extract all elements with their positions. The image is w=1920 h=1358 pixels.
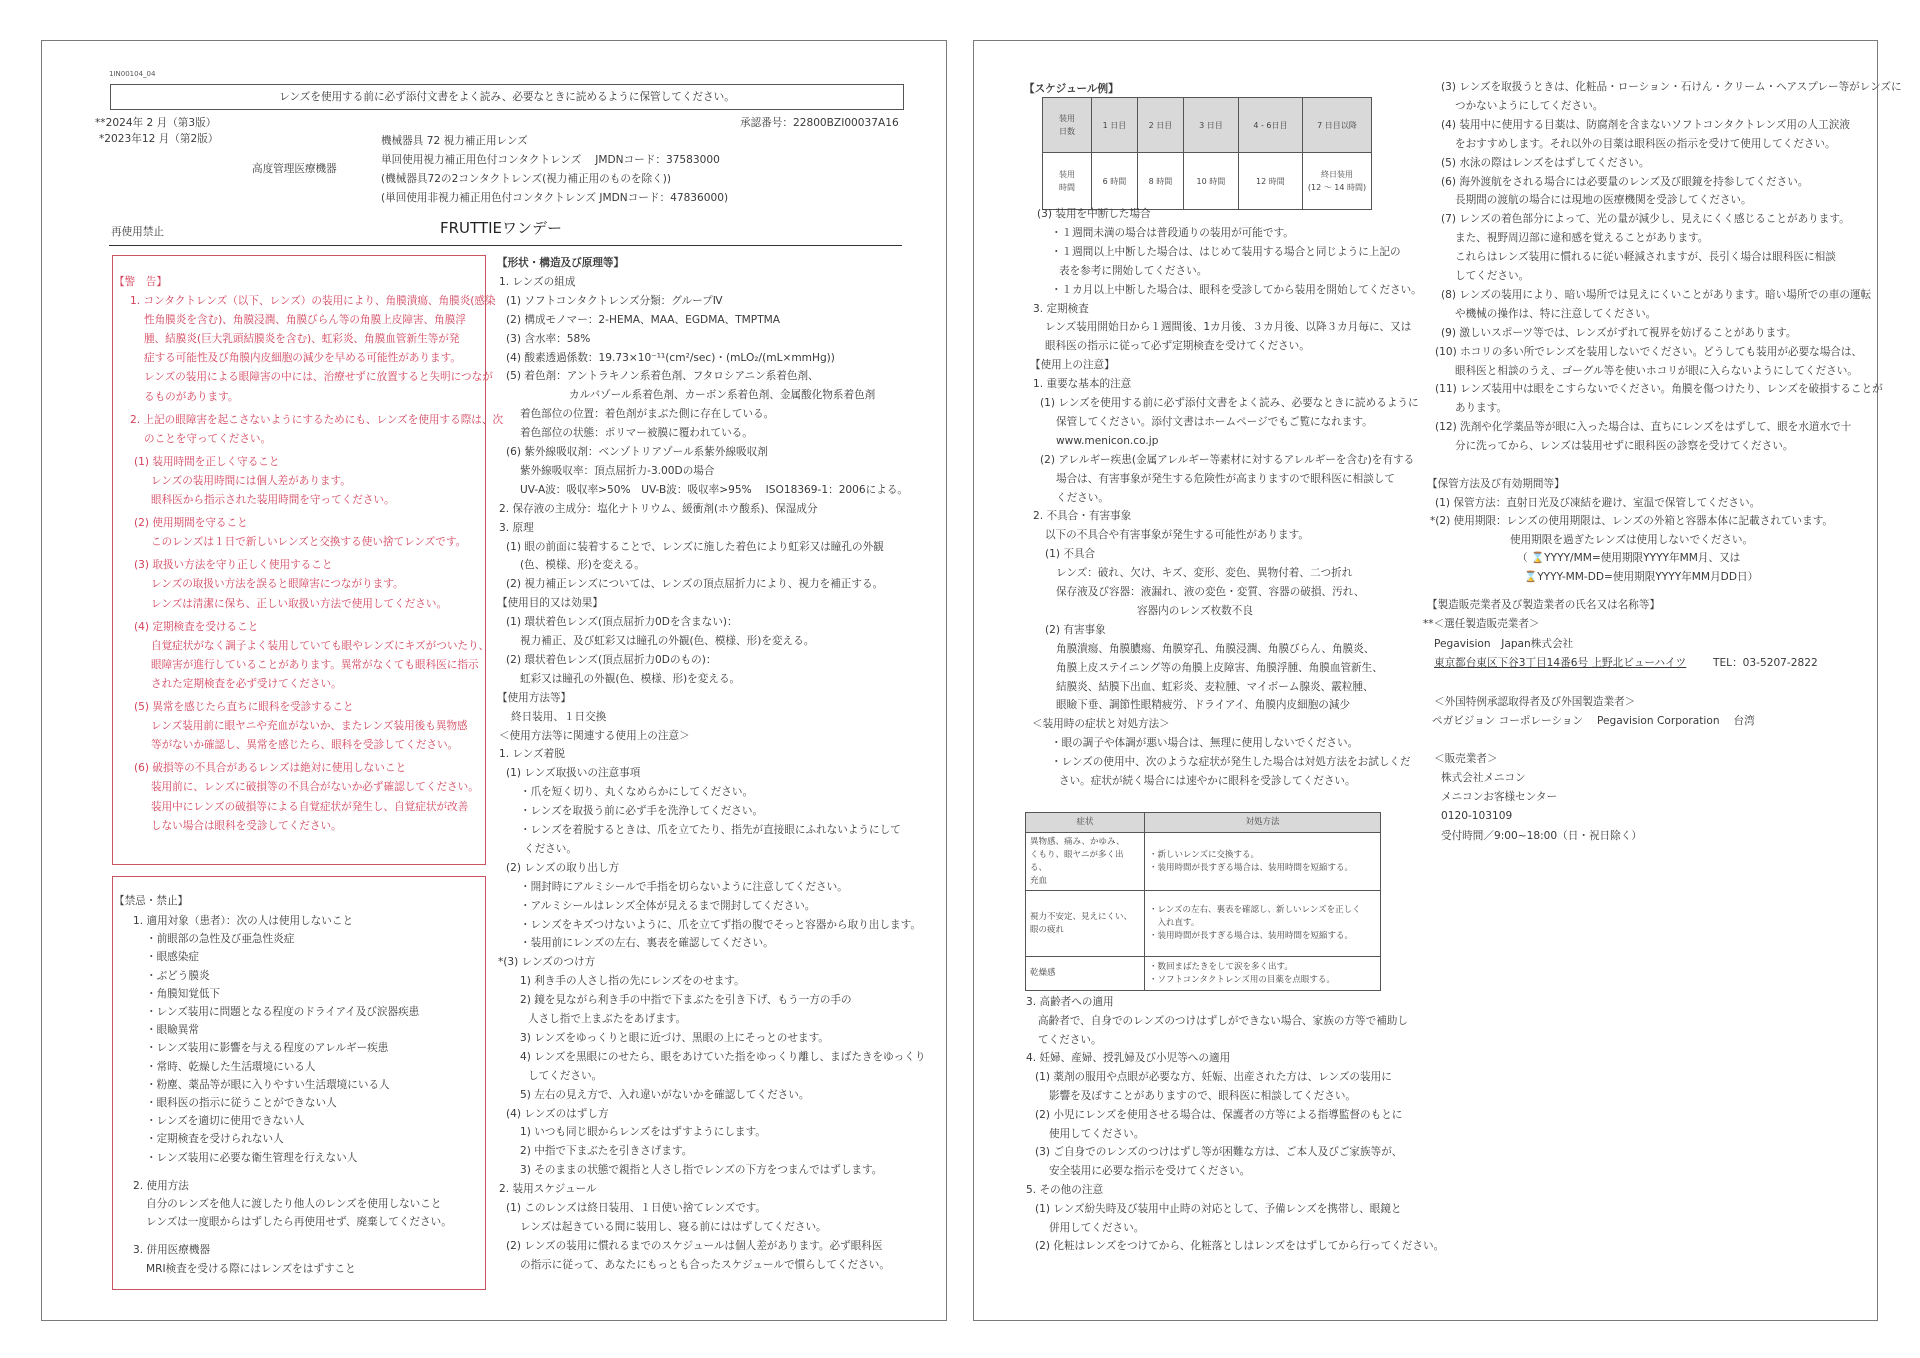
warning-line: (1) 装用時間を正しく守ること	[134, 455, 280, 468]
body-line: 角膜上皮ステイニング等の角膜上皮障害、角膜浮腫、角膜血管新生、	[1056, 661, 1383, 674]
body-line: (2) 小児にレンズを使用させる場合は、保護者の方等による指導監督のもとに	[1035, 1108, 1403, 1121]
body-line: 併用してください。	[1049, 1221, 1145, 1234]
contraindication-line: ・定期検査を受けられない人	[146, 1133, 284, 1146]
no-reuse-label: 再使用禁止	[111, 226, 164, 238]
schedule-day-cell: 3 日目	[1184, 98, 1239, 153]
warning-line: るものがあります。	[144, 390, 239, 403]
body-line: (1) レンズを使用する前に必ず添付文書をよく読み、必要なときに読めるように	[1040, 397, 1419, 409]
schedule-header-label: 装用 日数	[1043, 98, 1092, 153]
warning-line: 眼障害が進行していることがあります。異常がなくても眼科医に指示	[151, 658, 479, 671]
body-line: 4. 妊婦、産婦、授乳婦及び小児等への適用	[1026, 1052, 1231, 1065]
body-line: (8) レンズの装用により、暗い場所では見えにくいことがあります。暗い場所での車の運転	[1441, 288, 1872, 301]
body-line: 表を参考に開始してください。	[1059, 264, 1208, 277]
body-line: 【使用目的又は効果】	[497, 597, 603, 610]
body-line: (10) ホコリの多い所でレンズを装用しないでください。どうしても装用が必要な場合は、	[1435, 345, 1863, 358]
storage-line: （ ⌛YYYY/MM=使用期限YYYY年MM月、又は	[1517, 552, 1741, 565]
warning-line: された定期検査を必ず受けてください。	[151, 677, 342, 690]
read-notice-banner: レンズを使用する前に必ず添付文書をよく読み、必要なときに読めるように保管してください。	[110, 84, 904, 110]
body-line: (12) 洗剤や化学薬品等が眼に入った場合は、直ちにレンズをはずして、眼を水道水で十	[1435, 421, 1852, 434]
body-line: 安全装用に必要な指示を受けてください。	[1049, 1165, 1251, 1178]
document-id: 1IN00104_04	[109, 70, 156, 78]
symptoms-row	[1026, 833, 1381, 891]
body-line: (3) 装用を中断した場合	[1037, 208, 1151, 220]
warning-line: レンズの取扱い方法を誤ると眼障害につながります。	[151, 578, 404, 591]
manufacturer-title: 【製造販売業者及び製造業者の氏名又は名称等】	[1427, 599, 1661, 611]
body-line: (4) 装用中に使用する目薬は、防腐剤を含まないソフトコンタクトレンズ用の人工涙液	[1441, 118, 1850, 131]
warning-line: 性角膜炎を含む)、角膜浸潤、角膜びらん等の角膜上皮障害、角膜浮	[144, 314, 466, 327]
body-line: 長期間の渡航の場合には現地の医療機関を受診してください。	[1455, 194, 1752, 207]
body-line: てください。	[1038, 1033, 1102, 1046]
warning-line: 症する可能性及び角膜内皮細胞の減少を早める可能性があります。	[144, 352, 461, 365]
body-line: (2) アレルギー疾患(金属アレルギー等素材に対するアレルギーを含む)を有する	[1040, 453, 1415, 466]
mah-name: Pegavision Japan株式会社	[1434, 638, 1574, 650]
warning-line: 2. 上記の眼障害を起こさないようにするためにも、レンズを使用する際は、次	[130, 413, 504, 426]
contraindication-line: ・レンズを適切に使用できない人	[146, 1115, 305, 1128]
body-line: 2) 中指で下まぶたを引きさげます。	[520, 1145, 693, 1158]
body-line: 5. その他の注意	[1026, 1184, 1104, 1196]
body-line: (5) 水泳の際はレンズをはずしてください。	[1441, 156, 1650, 169]
body-line: (2) 構成モノマー：2-HEMA、MAA、EGDMA、TMPTMA	[506, 313, 781, 326]
body-line: ・１週間以上中断した場合は、はじめて装用する場合と同じように上記の	[1051, 245, 1401, 258]
body-line: (1) レンズ紛失時及び装用中止時の対応として、予備レンズを携帯し、眼鏡と	[1035, 1202, 1402, 1215]
body-line: (1) 環状着色レンズ(頂点屈折力0Dを含まない)：	[506, 616, 738, 629]
classification-line: (単回使用非視力補正用色付コンタクトレンズ JMDNコード：47836000)	[381, 192, 729, 204]
body-line: ・１カ月以上中断した場合は、眼科を受診してから装用を開始してください。	[1051, 283, 1422, 296]
body-line: 容器内のレンズ枚数不良	[1137, 604, 1253, 617]
contraindication-line: ・眼瞼異常	[146, 1024, 199, 1037]
mah-address: 東京都台東区下谷3丁目14番6号 上野北ビューハイツ	[1434, 657, 1687, 669]
storage-line: ⌛YYYY-MM-DD=使用期限YYYY年MM月DD日）	[1524, 570, 1759, 583]
contraindication-line: 1. 適用対象（患者）：次の人は使用しないこと	[133, 915, 354, 927]
schedule-day-cell: 1 日目	[1092, 98, 1138, 153]
schedule-day-cell: 7 日目以降	[1303, 98, 1372, 153]
contraindication-line: ・常時、乾燥した生活環境にいる人	[146, 1060, 316, 1073]
warning-line: (3) 取扱い方法を守り正しく使用すること	[134, 559, 333, 572]
foreign-manufacturer-name: ペガビジョン コーポレーション Pegavision Corporation 台湾	[1432, 715, 1755, 727]
body-line: (1) ソフトコンタクトレンズ分類：グループⅣ	[506, 294, 723, 307]
body-line: 1) 利き手の人さし指の先にレンズをのせます。	[520, 975, 745, 988]
body-line: ＜装用時の症状と対処方法＞	[1032, 718, 1170, 731]
body-line: 場合は、有害事象が発生する危険性が高まりますので眼科医に相談して	[1056, 472, 1395, 485]
contraindications-title: 【禁忌・禁止】	[114, 895, 189, 907]
body-line: ください。	[524, 842, 577, 855]
body-line: UV-A波：吸収率>50% UV-B波：吸収率>95% ISO18369-1：2006による。	[520, 483, 909, 496]
body-line: (2) 有害事象	[1045, 623, 1106, 636]
body-line: 1. レンズ着脱	[499, 748, 565, 761]
body-line: 角膜潰瘍、角膜膿瘍、角膜穿孔、角膜浸潤、角膜びらん、角膜炎、	[1056, 642, 1375, 655]
body-line: (1) 眼の前面に装着することで、レンズに施した着色により虹彩又は瞳孔の外観	[506, 540, 884, 553]
contraindication-line: ・レンズ装用に問題となる程度のドライアイ及び涙器疾患	[146, 1006, 420, 1018]
contraindication-line: ・レンズ装用に必要な衛生管理を行えない人	[146, 1151, 358, 1164]
warning-line: (4) 定期検査を受けること	[134, 620, 259, 633]
body-line: してください。	[1455, 270, 1530, 282]
body-line: さい。症状が続く場合には速やかに眼科を受診してください。	[1059, 775, 1356, 787]
body-line: 眼瞼下垂、調節性眼精疲労、ドライアイ、角膜内皮細胞の減少	[1056, 699, 1351, 712]
body-line: をおすすめします。それ以外の目薬は眼科医の指示を受けて使用してください。	[1455, 137, 1836, 150]
body-line: 虹彩又は瞳孔の外観(色、模様、形)を変える。	[520, 672, 741, 685]
warning-line: 腫、結膜炎(巨大乳頭結膜炎を含む)、虹彩炎、角膜血管新生等が発	[144, 333, 460, 346]
body-line: ＜使用方法等に関連する使用上の注意＞	[499, 729, 690, 742]
body-line: ・眼の調子や体調が悪い場合は、無理に使用しないでください。	[1051, 737, 1359, 750]
body-line: (1) このレンズは終日装用、１日使い捨てレンズです。	[506, 1202, 767, 1214]
schedule-hours-cell: 10 時間	[1184, 153, 1239, 210]
body-line: 2. 保存液の主成分：塩化ナトリウム、緩衝剤(ホウ酸系)、保湿成分	[499, 502, 818, 515]
body-line: ください。	[1056, 491, 1109, 504]
contraindication-line: ・ぶどう膜炎	[146, 969, 210, 982]
classification-line: 単回使用視力補正用色付コンタクトレンズ JMDNコード：37583000	[381, 154, 720, 166]
symptom-cell: 視力不安定、見えにくい、 眼の疲れ	[1026, 891, 1145, 957]
body-line: 着色部位の位置：着色剤がまぶた側に存在している。	[520, 408, 775, 421]
schedule-hours-row	[1043, 153, 1372, 210]
classification-line: (機械器具72の2コンタクトレンズ(視力補正用のものを除く))	[381, 173, 671, 185]
body-line: 【形状・構造及び原理等】	[497, 257, 625, 269]
schedule-row-label: 装用 時間	[1043, 153, 1092, 210]
body-line: (1) 薬剤の服用や点眼が必要な方、妊娠、出産された方は、レンズの装用に	[1035, 1071, 1392, 1084]
body-line: 2) 鏡を見ながら利き手の中指で下まぶたを引き下げ、もう一方の手の	[520, 994, 852, 1007]
body-line: カルバゾール系着色剤、カーボン系着色剤、金属酸化物系着色剤	[569, 389, 876, 402]
body-line: 2. 装用スケジュール	[499, 1183, 597, 1196]
body-line: 眼科医と相談のうえ、ゴーグル等を使いホコリが眼に入らないようにしてください。	[1455, 364, 1858, 377]
product-name: FRUTTIEワンデー	[440, 219, 562, 237]
body-line: 保管してください。添付文書はホームページでもご覧になれます。	[1056, 415, 1373, 428]
body-line: (11) レンズ装用中は眼をこすらないでください。角膜を傷つけたり、レンズを破損することが	[1435, 383, 1883, 396]
seller-line: メニコンお客様センター	[1441, 791, 1558, 804]
body-line: ・レンズの使用中、次のような症状が発生した場合は対処方法をお試しくだ	[1051, 756, 1411, 769]
warning-line: レンズは清潔に保ち、正しい取扱い方法で使用してください。	[151, 597, 448, 610]
schedule-hours-cell: 12 時間	[1238, 153, 1302, 210]
remedy-cell: ・新しいレンズに交換する。 ・装用時間が長すぎる場合は、装用時間を短縮する。	[1145, 833, 1381, 891]
body-line: (6) 海外渡航をされる場合には必要量のレンズ及び眼鏡を持参してください。	[1441, 175, 1809, 188]
body-line: の指示に従って、あなたにもっとも合ったスケジュールで慣らしてください。	[520, 1258, 890, 1271]
warning-line: (6) 破損等の不具合があるレンズは絶対に使用しないこと	[134, 762, 407, 775]
body-line: (7) レンズの着色部分によって、光の量が減少し、見えにくく感じることがあります。	[1441, 213, 1850, 226]
body-line: 着色部位の状態：ポリマー被膜に覆われている。	[520, 427, 753, 440]
body-line: 3) そのままの状態で親指と人さし指でレンズの下方をつまんではずします。	[520, 1164, 883, 1177]
schedule-table	[1042, 97, 1372, 210]
warning-line: レンズの装用による眼障害の中には、治療せずに放置すると失明につなが	[144, 371, 493, 384]
body-line: や機械の操作は、特に注意してください。	[1455, 307, 1657, 320]
body-line: 以下の不具合や有害事象が発生する可能性があります。	[1045, 529, 1309, 542]
foreign-manufacturer-label: ＜外国特例承認取得者及び外国製造業者＞	[1434, 696, 1636, 708]
body-line: (5) 着色剤：アントラキノン系着色剤、フタロシアニン系着色剤、	[506, 370, 819, 383]
storage-line: *(2) 使用期限：レンズの使用期限は、レンズの外箱と容器本体に記載されています。	[1430, 515, 1834, 528]
body-line: 眼科医の指示に従って必ず定期検査を受けてください。	[1045, 340, 1310, 353]
warning-line: レンズの装用時間には個人差があります。	[151, 474, 351, 487]
body-line: www.menicon.co.jp	[1056, 434, 1159, 447]
body-line: (9) 激しいスポーツ等では、レンズがずれて視界を妨げることがあります。	[1441, 326, 1797, 339]
warning-line: (2) 使用期間を守ること	[134, 517, 248, 530]
contraindication-line: 3. 併用医療機器	[133, 1244, 211, 1257]
body-line: レンズは起きている間に装用し、寝る前にははずしてください。	[520, 1220, 827, 1233]
body-line: 保存液及び容器：液漏れ、液の変色・変質、容器の破損、汚れ、	[1056, 586, 1365, 598]
warning-line: (5) 異常を感じたら直ちに眼科を受診すること	[134, 701, 354, 713]
symptoms-row	[1026, 891, 1381, 957]
contraindication-line: レンズは一度眼からはずしたら再使用せず、廃棄してください。	[146, 1216, 452, 1229]
contraindication-line: ・粉塵、薬品等が眼に入りやすい生活環境にいる人	[146, 1078, 390, 1091]
body-line: (2) レンズの取り出し方	[506, 861, 620, 874]
body-line: (1) 不具合	[1045, 548, 1096, 561]
storage-line: 使用期限を過ぎたレンズは使用しないでください。	[1510, 533, 1754, 546]
body-line: (3) 含水率：58%	[506, 332, 591, 345]
warning-line: しない場合は眼科を受診してください。	[151, 819, 342, 832]
body-line: 1) いつも同じ眼からレンズをはずすようにします。	[520, 1126, 766, 1139]
body-line: ・装用前にレンズの左右、裏表を確認してください。	[520, 937, 774, 950]
body-line: (4) レンズのはずし方	[506, 1107, 609, 1120]
body-line: 3) レンズをゆっくりと眼に近づけ、黒眼の上にそっとのせます。	[520, 1031, 829, 1044]
body-line: (6) 紫外線吸収剤：ベンゾトリアゾール系紫外線吸収剤	[506, 446, 768, 458]
warning-line: このレンズは１日で新しいレンズと交換する使い捨てレンズです。	[151, 536, 467, 549]
contraindication-line: ・眼感染症	[146, 951, 199, 964]
seller-line: 株式会社メニコン	[1441, 772, 1526, 784]
approval-number: 承認番号：22800BZI00037A16	[740, 117, 899, 129]
contraindication-line: MRI検査を受ける際にはレンズをはずすこと	[146, 1262, 356, 1275]
symptoms-row	[1026, 957, 1381, 991]
remedy-cell: ・数回まばたきをして涙を多く出す。 ・ソフトコンタクトレンズ用の目薬を点眼する。	[1145, 957, 1381, 991]
warning-line: 装用前に、レンズに破損等の不具合がないか必ず確認してください。	[151, 781, 479, 794]
body-line: レンズ装用開始日から１週間後、1カ月後、３カ月後、以降３カ月毎に、又は	[1045, 321, 1412, 334]
body-line: *(3) レンズのつけ方	[498, 956, 596, 969]
contraindication-line: ・眼科医の指示に従うことができない人	[146, 1097, 337, 1109]
body-line: ・レンズを着脱するときは、爪を立てたり、指先が直接眼にふれないようにして	[520, 824, 901, 836]
schedule-hours-cell: 終日装用 (12 ～ 14 時間)	[1303, 153, 1372, 210]
body-line: (1) レンズ取扱いの注意事項	[506, 767, 641, 780]
warning-line: 眼科医から指示された装用時間を守ってください。	[151, 494, 395, 506]
revision-date-3: **2024年 2 月（第3版）	[95, 117, 217, 129]
body-line: ・アルミシールはレンズ全体が見えるまで開封してください。	[520, 899, 816, 912]
body-line: 視力補正、及び虹彩又は瞳孔の外観(色、模様、形)を変える。	[520, 635, 815, 647]
body-line: これらはレンズ装用に慣れるに従い軽減されますが、長引く場合は眼科医に相談	[1455, 251, 1836, 264]
header-divider	[109, 245, 902, 246]
device-category: 高度管理医療機器	[252, 163, 337, 175]
body-line: ・レンズを取扱う前に必ず手を洗浄してください。	[520, 805, 764, 818]
body-line: 結膜炎、結膜下出血、虹彩炎、麦粒腫、マイボーム腺炎、霰粒腫、	[1056, 680, 1374, 693]
body-line: 1. 重要な基本的注意	[1033, 378, 1132, 391]
classification-line: 機械器具 72 視力補正用レンズ	[381, 135, 528, 147]
body-line: つかないようにしてください。	[1455, 99, 1604, 112]
body-line: レンズ：破れ、欠け、キズ、変形、変色、異物付着、二つ折れ	[1056, 567, 1353, 580]
body-line: 4) レンズを黒眼にのせたら、眼をあけていた指をゆっくり離し、まばたきをゆっくり	[520, 1050, 926, 1063]
schedule-hours-cell: 6 時間	[1092, 153, 1138, 210]
symptom-cell: 異物感、痛み、かゆみ、 くもり、眼ヤニが多く出る、 充血	[1026, 833, 1145, 891]
body-line: ・開封時にアルミシールで手指を切らないように注意してください。	[520, 880, 848, 893]
warning-line: 1. コンタクトレンズ（以下、レンズ）の装用により、角膜潰瘍、角膜炎(感染	[130, 295, 496, 307]
schedule-day-cell: 2 日目	[1138, 98, 1184, 153]
body-line: 分に洗ってから、レンズは装用せずに眼科医の診察を受けてください。	[1455, 440, 1794, 453]
body-line: 高齢者で、自身でのレンズのつけはずしができない場合、家族の方等で補助し	[1038, 1014, 1408, 1027]
schedule-day-cell: 4 - 6日目	[1238, 98, 1302, 153]
body-line: また、視野周辺部に違和感を覚えることがあります。	[1455, 232, 1709, 245]
body-line: (2) 環状着色レンズ(頂点屈折力0Dのもの)：	[506, 653, 717, 666]
body-line: ・１週間未満の場合は普段通りの装用が可能です。	[1051, 226, 1294, 239]
body-line: 1. レンズの組成	[499, 275, 576, 288]
body-line: 人さし指で上まぶたをあげます。	[528, 1013, 687, 1025]
body-line: 【使用上の注意】	[1030, 359, 1115, 372]
symptoms-header-remedy: 対処方法	[1145, 813, 1381, 833]
body-line: 使用してください。	[1049, 1127, 1145, 1140]
body-line: (色、模様、形)を変える。	[520, 559, 645, 572]
body-line: してください。	[528, 1069, 603, 1082]
body-line: (3) レンズを取扱うときは、化粧品・ローション・石けん・クリーム・ヘアスプレー等がレンズに	[1441, 81, 1902, 93]
symptoms-table	[1025, 812, 1381, 991]
seller-label: ＜販売業者＞	[1434, 753, 1498, 765]
seller-line: 受付時間／9:00~18:00（日・祝日除く）	[1441, 829, 1642, 842]
body-line: 2. 不具合・有害事象	[1033, 510, 1132, 523]
warning-line: 装用中にレンズの破損等による自覚症状が発生し、自覚症状が改善	[151, 800, 469, 813]
body-line: 紫外線吸収率：頂点屈折力-3.00Dの場合	[520, 464, 715, 477]
body-line: (2) 視力補正レンズについては、レンズの頂点屈折力により、視力を補正する。	[506, 578, 884, 591]
body-line: ・爪を短く切り、丸くなめらかにしてください。	[520, 786, 754, 799]
contraindication-line: ・レンズ装用に影響を与える程度のアレルギー疾患	[146, 1042, 389, 1055]
contraindication-line: ・角膜知覚低下	[146, 987, 221, 1000]
symptoms-header-symptom: 症状	[1026, 813, 1145, 833]
body-line: (3) ご自身でのレンズのつけはずし等が困難な方は、ご本人及びご家族等が、	[1035, 1146, 1403, 1159]
body-line: 3. 高齢者への適用	[1026, 996, 1114, 1008]
warning-line: レンズ装用前に眼ヤニや充血がないか、またレンズ装用後も異物感	[151, 720, 468, 733]
body-line: (2) レンズの装用に慣れるまでのスケジュールは個人差があります。必ず眼科医	[506, 1239, 883, 1252]
body-line: 【使用方法等】	[497, 691, 572, 704]
symptom-cell: 乾燥感	[1026, 957, 1145, 991]
remedy-cell: ・レンズの左右、裏表を確認し、新しいレンズを正しく 入れ直す。 ・装用時間が長すぎる場合は、装用時間を短縮する。	[1145, 891, 1381, 957]
body-line: 3. 定期検査	[1033, 302, 1089, 315]
body-line: 3. 原理	[499, 521, 534, 534]
body-line: 終日装用、１日交換	[511, 710, 607, 723]
warning-line: のことを守ってください。	[144, 432, 272, 445]
body-line: 影響を及ぼすことがありますので、眼科医に相談してください。	[1049, 1090, 1357, 1102]
storage-line: (1) 保管方法：直射日光及び凍結を避け、室温で保管してください。	[1435, 497, 1761, 509]
body-line: あります。	[1455, 402, 1508, 415]
contraindication-line: 自分のレンズを他人に渡したり他人のレンズを使用しないこと	[146, 1198, 442, 1210]
schedule-days-row	[1043, 98, 1372, 153]
contraindication-line: 2. 使用方法	[133, 1179, 189, 1192]
contraindication-line: ・前眼部の急性及び亜急性炎症	[146, 933, 295, 946]
warning-line: 等がないか確認し、異常を感じたら、眼科を受診してください。	[151, 739, 459, 752]
schedule-hours-cell: 8 時間	[1138, 153, 1184, 210]
body-line: ・レンズをキズつけないように、爪を立てず指の腹でそっと容器から取り出します。	[520, 918, 921, 931]
body-line: 5) 左右の見え方で、入れ違いがないかを確認してください。	[520, 1088, 810, 1101]
mah-label: **＜選任製造販売業者＞	[1423, 618, 1540, 630]
warning-title: 【警 告】	[114, 276, 167, 288]
warning-line: 自覚症状がなく調子よく装用していても眼やレンズにキズがついたり、	[151, 639, 490, 652]
mah-tel: TEL：03-5207-2822	[1713, 657, 1818, 669]
seller-line: 0120-103109	[1441, 810, 1513, 823]
schedule-title: 【スケジュール例】	[1024, 83, 1119, 95]
storage-title: 【保管方法及び有効期間等】	[1427, 478, 1565, 490]
body-line: (4) 酸素透過係数：19.73×10⁻¹¹(cm²/sec)・(mLO₂/(mL×mmHg))	[506, 351, 835, 364]
symptoms-header-row	[1026, 813, 1381, 833]
revision-date-2: *2023年12 月（第2版）	[99, 133, 219, 145]
body-line: (2) 化粧はレンズをつけてから、化粧落としはレンズをはずしてから行ってください。	[1035, 1240, 1445, 1253]
